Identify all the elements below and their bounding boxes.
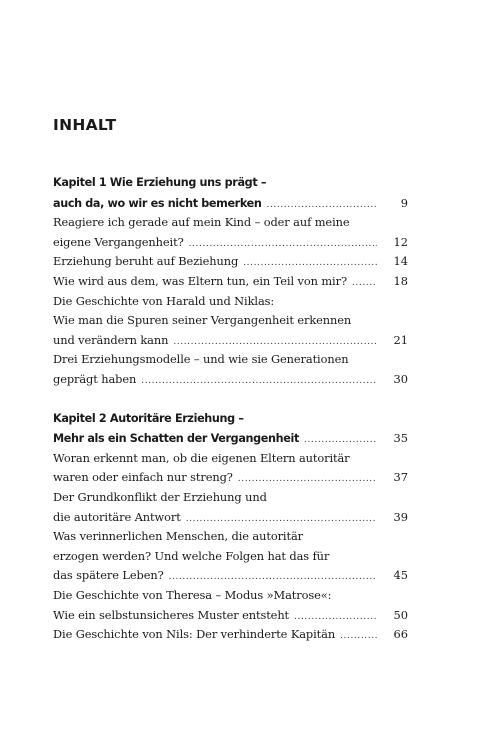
entry-text: Wie wird aus dem, was Eltern tun, ein Teil von mir?: [53, 274, 347, 288]
chapter-2-heading[interactable]: [53, 412, 408, 432]
chapter-2-subtitle: Mehr als ein Schatten der Vergangenheit: [53, 432, 299, 446]
toc-entry-line[interactable]: [53, 254, 408, 274]
chapter-1-title: Kapitel 1 Wie Erziehung uns prägt –: [53, 176, 267, 189]
toc-entry-line[interactable]: [53, 235, 408, 255]
entry-text: Wie man die Spuren seiner Vergangenheit erkennen: [53, 313, 352, 328]
entry-text: Drei Erziehungsmodelle – und wie sie Generationen: [53, 352, 349, 367]
entry-text: die autoritäre Antwort: [53, 509, 181, 524]
dot-leader: [243, 258, 377, 268]
dot-leader: [340, 631, 377, 641]
toc-entry-line[interactable]: [53, 372, 408, 392]
entry-text: waren oder einfach nur streng?: [53, 470, 233, 485]
page-number: 18: [393, 274, 408, 288]
toc-entry-line[interactable]: [53, 313, 408, 333]
entry-text: Was verinnerlichen Menschen, die autoritär: [53, 529, 303, 544]
entry-text: Reagiere ich gerade auf mein Kind – oder auf meine: [53, 215, 350, 230]
chapter-2-title: Kapitel 2 Autoritäre Erziehung –: [53, 411, 244, 425]
toc-entry-line[interactable]: [53, 529, 408, 549]
toc-entry-line[interactable]: [53, 608, 408, 628]
page-number: 9: [400, 195, 408, 210]
toc-entry-line[interactable]: [53, 451, 408, 471]
toc-entry-line[interactable]: [53, 549, 408, 569]
entry-text: Der Grundkonflikt der Erziehung und: [53, 489, 267, 504]
toc-entry-line[interactable]: [53, 215, 408, 235]
dot-leader: [352, 278, 377, 288]
chapter-2-subheading[interactable]: [53, 431, 408, 451]
page-number: 14: [393, 254, 408, 269]
toc-entry-line[interactable]: [53, 568, 408, 588]
entry-text: das spätere Leben?: [53, 568, 164, 583]
chapter-1-subheading[interactable]: [53, 196, 408, 216]
page-number: 35: [393, 431, 408, 446]
entry-text: Woran erkennt man, ob die eigenen Eltern autoritär: [53, 450, 350, 465]
page-number: 45: [393, 568, 408, 583]
entry-text: Die Geschichte von Harald und Niklas:: [53, 293, 275, 308]
toc-entry-line[interactable]: [53, 333, 408, 353]
page-number: 21: [393, 332, 408, 347]
dot-leader: [173, 337, 377, 347]
entry-text: Die Geschichte von Nils: Der verhinderte Kapitän: [53, 627, 336, 642]
dot-leader: [267, 200, 378, 210]
toc-entry-line[interactable]: [53, 588, 408, 608]
entry-text: und verändern kann: [53, 332, 169, 347]
page-number: 37: [393, 470, 408, 485]
dot-leader: [304, 435, 377, 445]
chapter-1-heading[interactable]: [53, 176, 408, 196]
dot-leader: [294, 612, 377, 622]
dot-leader: [186, 514, 377, 524]
entry-text: Wie ein selbstunsicheres Muster entsteht: [53, 607, 290, 622]
toc-entry-line[interactable]: [53, 510, 408, 530]
page-number: 30: [393, 372, 408, 386]
dot-leader: [169, 572, 377, 582]
page-number: 39: [393, 509, 408, 524]
page-number: 12: [393, 234, 408, 249]
entry-text: geprägt haben: [53, 372, 137, 386]
toc-entry-line[interactable]: [53, 294, 408, 314]
toc-entry-line[interactable]: [53, 352, 408, 372]
toc-entry-line[interactable]: [53, 274, 408, 294]
dot-leader: [141, 376, 377, 386]
toc-entry-line[interactable]: [53, 470, 408, 490]
dot-leader: [189, 239, 377, 249]
entry-text: eigene Vergangenheit?: [53, 234, 184, 249]
entry-text: erzogen werden? Und welche Folgen hat das für: [53, 548, 330, 563]
toc-entry-line[interactable]: [53, 627, 408, 647]
toc-entry-line[interactable]: [53, 490, 408, 510]
toc-heading: INHALT: [53, 116, 117, 134]
entry-text: Die Geschichte von Theresa – Modus »Matrose«:: [53, 587, 332, 602]
dot-leader: [238, 474, 377, 484]
page-number: 66: [393, 627, 408, 642]
chapter-1-subtitle: auch da, wo wir es nicht bemerken: [53, 196, 262, 210]
page-number: 50: [393, 607, 408, 622]
entry-text: Erziehung beruht auf Beziehung: [53, 254, 239, 269]
